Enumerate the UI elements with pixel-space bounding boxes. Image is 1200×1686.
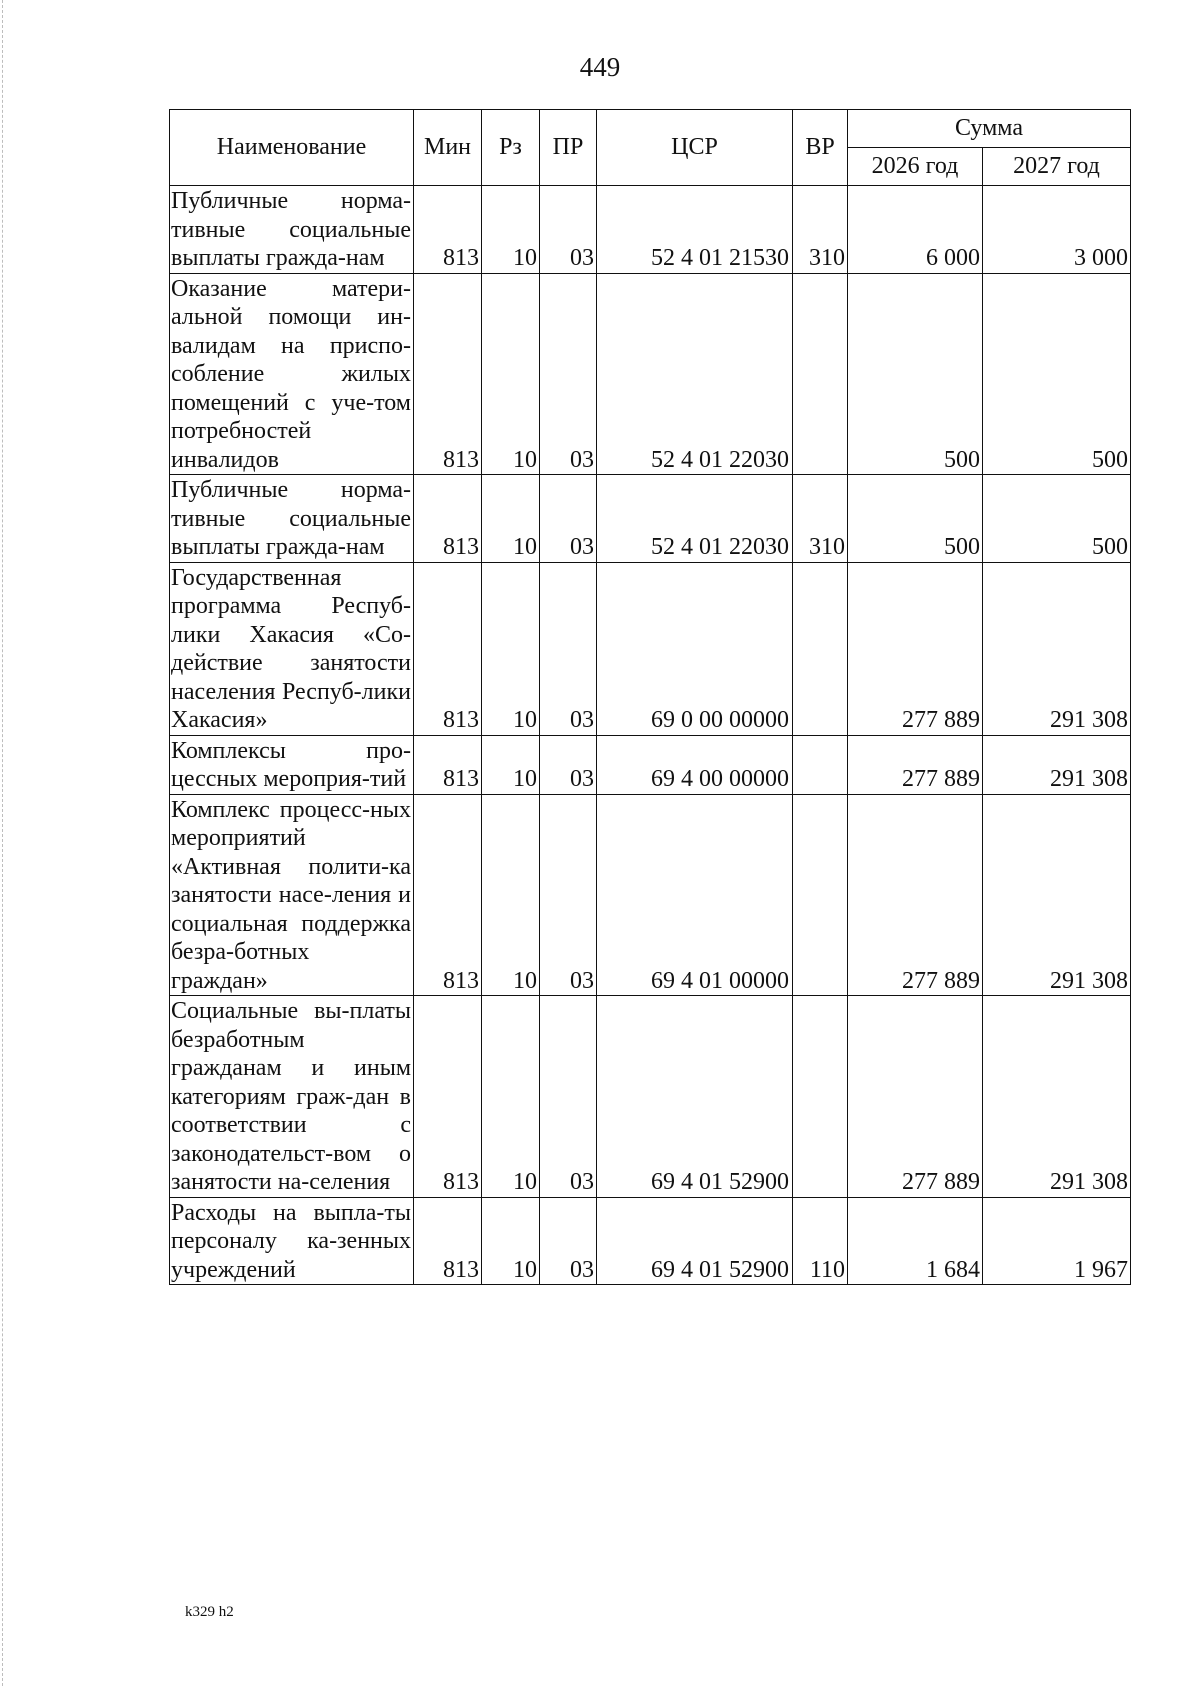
row-pr: 03 xyxy=(540,996,597,1198)
row-csr: 69 4 00 00000 xyxy=(597,735,793,794)
row-vr xyxy=(793,562,848,735)
row-name: Комплекс процесс-ных мероприятий «Активная полити-ка занятости насе-ления и социальная поддержка безра-ботных граждан» xyxy=(170,794,414,996)
row-vr: 310 xyxy=(793,475,848,563)
header-year-2026: 2026 год xyxy=(848,148,983,186)
row-sum-2027: 3 000 xyxy=(983,186,1131,274)
footer-code: k329 h2 xyxy=(185,1604,234,1620)
row-vr xyxy=(793,794,848,996)
row-sum-2026: 277 889 xyxy=(848,735,983,794)
row-sum-2026: 277 889 xyxy=(848,794,983,996)
row-min: 813 xyxy=(414,475,482,563)
row-min: 813 xyxy=(414,735,482,794)
table-row xyxy=(170,186,1131,274)
row-csr: 69 4 01 52900 xyxy=(597,996,793,1198)
row-sum-2026: 277 889 xyxy=(848,996,983,1198)
row-vr: 310 xyxy=(793,186,848,274)
row-name: Публичные норма-тивные социальные выплаты гражда-нам xyxy=(170,475,414,563)
row-rz: 10 xyxy=(482,794,540,996)
table-row xyxy=(170,794,1131,996)
row-sum-2026: 500 xyxy=(848,273,983,475)
row-csr: 69 4 01 00000 xyxy=(597,794,793,996)
row-pr: 03 xyxy=(540,475,597,563)
row-rz: 10 xyxy=(482,735,540,794)
header-name: Наименование xyxy=(170,110,414,186)
row-pr: 03 xyxy=(540,1197,597,1285)
row-min: 813 xyxy=(414,996,482,1198)
row-csr: 52 4 01 21530 xyxy=(597,186,793,274)
row-name: Социальные вы-платы безработным гражданам и иным категориям граж-дан в соответствии с законодательст-вом о занятости на-селения xyxy=(170,996,414,1198)
row-csr: 69 0 00 00000 xyxy=(597,562,793,735)
row-pr: 03 xyxy=(540,186,597,274)
row-sum-2026: 500 xyxy=(848,475,983,563)
row-rz: 10 xyxy=(482,475,540,563)
row-sum-2027: 291 308 xyxy=(983,794,1131,996)
scan-edge-line xyxy=(2,0,3,1686)
table-row xyxy=(170,475,1131,563)
row-min: 813 xyxy=(414,562,482,735)
row-vr xyxy=(793,996,848,1198)
row-sum-2027: 291 308 xyxy=(983,996,1131,1198)
row-sum-2026: 1 684 xyxy=(848,1197,983,1285)
row-sum-2027: 291 308 xyxy=(983,562,1131,735)
row-sum-2026: 6 000 xyxy=(848,186,983,274)
row-vr xyxy=(793,735,848,794)
row-pr: 03 xyxy=(540,562,597,735)
row-name: Расходы на выпла-ты персоналу ка-зенных учреждений xyxy=(170,1197,414,1285)
row-min: 813 xyxy=(414,186,482,274)
row-rz: 10 xyxy=(482,996,540,1198)
header-csr: ЦСР xyxy=(597,110,793,186)
header-rz: Рз xyxy=(482,110,540,186)
page-number: 449 xyxy=(579,52,621,82)
row-min: 813 xyxy=(414,794,482,996)
row-csr: 69 4 01 52900 xyxy=(597,1197,793,1285)
header-vr: ВР xyxy=(793,110,848,186)
row-sum-2026: 277 889 xyxy=(848,562,983,735)
row-rz: 10 xyxy=(482,186,540,274)
row-rz: 10 xyxy=(482,562,540,735)
row-csr: 52 4 01 22030 xyxy=(597,273,793,475)
row-sum-2027: 1 967 xyxy=(983,1197,1131,1285)
row-name: Комплексы про-цессных мероприя-тий xyxy=(170,735,414,794)
row-name: Государственная программа Респуб-лики Хакасия «Со-действие занятости населения Респуб-лики Хакасия» xyxy=(170,562,414,735)
row-min: 813 xyxy=(414,273,482,475)
header-year-2027: 2027 год xyxy=(983,148,1131,186)
row-sum-2027: 291 308 xyxy=(983,735,1131,794)
row-name: Публичные норма-тивные социальные выплаты гражда-нам xyxy=(170,186,414,274)
table-row xyxy=(170,996,1131,1198)
row-csr: 52 4 01 22030 xyxy=(597,475,793,563)
header-min: Мин xyxy=(414,110,482,186)
header-row xyxy=(170,110,1131,148)
table-row xyxy=(170,735,1131,794)
header-sum: Сумма xyxy=(848,110,1131,148)
row-name: Оказание матери-альной помощи ин-валидам на приспо-собление жилых помещений с уче-том потребностей инвалидов xyxy=(170,273,414,475)
row-vr xyxy=(793,273,848,475)
row-vr: 110 xyxy=(793,1197,848,1285)
row-pr: 03 xyxy=(540,273,597,475)
table-row xyxy=(170,562,1131,735)
row-pr: 03 xyxy=(540,794,597,996)
table-row xyxy=(170,273,1131,475)
row-sum-2027: 500 xyxy=(983,273,1131,475)
row-pr: 03 xyxy=(540,735,597,794)
budget-table xyxy=(169,109,1131,1285)
row-min: 813 xyxy=(414,1197,482,1285)
row-rz: 10 xyxy=(482,273,540,475)
header-pr: ПР xyxy=(540,110,597,186)
row-rz: 10 xyxy=(482,1197,540,1285)
row-sum-2027: 500 xyxy=(983,475,1131,563)
table-row xyxy=(170,1197,1131,1285)
